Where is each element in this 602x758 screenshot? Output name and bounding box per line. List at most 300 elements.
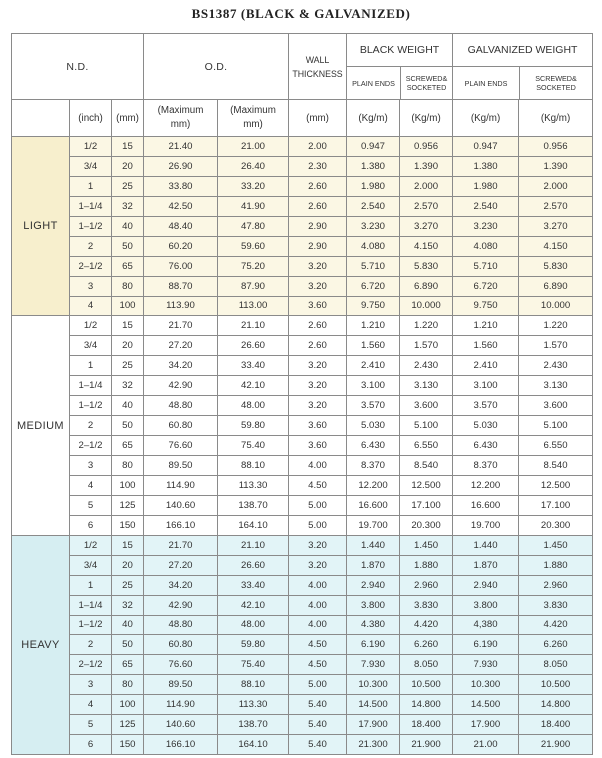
table-row [12,236,593,256]
table-row [12,635,593,655]
nd-mm-cell: 40 [112,615,144,635]
od-min-label-2: mm) [243,119,263,130]
wall-thickness-cell: 2.90 [289,236,347,256]
galv-screwed-socketed-cell: 10.000 [519,296,593,316]
nd-mm-cell: 15 [112,316,144,336]
mm-header: (mm) [112,100,144,137]
od-max-cell: 21.40 [144,137,218,157]
black-plain-ends-cell: 4.380 [347,615,400,635]
wall-thickness-cell: 3.60 [289,416,347,436]
nd-mm-cell: 150 [112,515,144,535]
galv-screwed-socketed-cell: 5.830 [519,256,593,276]
table-row [12,376,593,396]
black-plain-ends-cell: 1.210 [347,316,400,336]
wall-label: WALL [305,54,330,65]
galv-plain-ends-cell: 5.030 [453,416,519,436]
od-min-cell: 33.20 [218,176,289,196]
wall-thickness-cell: 2.60 [289,336,347,356]
galv-plain-ends-cell: 19.700 [453,515,519,535]
black-screwed-socketed-cell: 2.430 [400,356,453,376]
wall-thickness-cell: 3.20 [289,376,347,396]
galv-screwed-socketed-cell: 6.890 [519,276,593,296]
black-screwed-socketed-cell: 1.570 [400,336,453,356]
table-row [12,535,593,555]
od-min-cell: 41.90 [218,196,289,216]
table-row [12,515,593,535]
od-min-cell: 88.10 [218,456,289,476]
od-min-cell: 113.30 [218,695,289,715]
galv-screwed-socketed-cell: 0.956 [519,137,593,157]
table-row [12,675,593,695]
galv-plain-unit: (Kg/m) [453,100,519,137]
galv-plain-ends-cell: 8.370 [453,456,519,476]
galv-screwed-socketed-cell: 1.220 [519,316,593,336]
table-row [12,595,593,615]
nd-inch-cell: 1/2 [70,137,112,157]
black-weight-header: BLACK WEIGHT [347,34,452,67]
galv-screwed-socketed-cell: 2.570 [519,196,593,216]
od-min-cell: 87.90 [218,276,289,296]
nd-inch-cell: 2–1/2 [70,256,112,276]
od-min-cell: 113.00 [218,296,289,316]
black-screwed-socketed-cell: 3.830 [400,595,453,615]
galv-plain-ends-cell: 0.947 [453,137,519,157]
nd-inch-cell: 4 [70,296,112,316]
nd-inch-cell: 4 [70,695,112,715]
od-min-cell: 21.10 [218,316,289,336]
od-max-cell: 76.60 [144,436,218,456]
black-screwed-socketed-cell: 10.000 [400,296,453,316]
nd-mm-cell: 40 [112,216,144,236]
galv-screwed-socketed-cell: 4.150 [519,236,593,256]
wall-thickness-cell: 4.50 [289,635,347,655]
nd-mm-cell: 20 [112,156,144,176]
nd-inch-cell: 1 [70,575,112,595]
black-plain-ends-cell: 6.430 [347,436,400,456]
black-screwed-socketed-cell: 14.800 [400,695,453,715]
black-screwed-socketed-cell: 5.100 [400,416,453,436]
black-plain-ends-cell: 2.410 [347,356,400,376]
nd-mm-cell: 65 [112,256,144,276]
galv-plain-ends-cell: 2.410 [453,356,519,376]
od-max-cell: 34.20 [144,575,218,595]
nd-inch-cell: 3 [70,675,112,695]
od-max-cell: 48.40 [144,216,218,236]
od-min-cell: 138.70 [218,495,289,515]
table-row [12,276,593,296]
galv-screwed-socketed-cell: 20.300 [519,515,593,535]
black-plain-ends-cell: 19.700 [347,515,400,535]
galv-screwed-socketed-cell: 10.500 [519,675,593,695]
black-screwed-socketed-cell: 2.960 [400,575,453,595]
od-max-cell: 48.80 [144,396,218,416]
nd-mm-cell: 100 [112,475,144,495]
nd-mm-cell: 50 [112,236,144,256]
galv-screwed-socketed-cell: 3.130 [519,376,593,396]
od-min-cell: 75.40 [218,436,289,456]
od-min-cell: 59.80 [218,416,289,436]
wall-thickness-cell: 3.20 [289,256,347,276]
od-min-cell: 33.40 [218,356,289,376]
od-min-cell: 164.10 [218,735,289,755]
black-plain-ends-cell: 9.750 [347,296,400,316]
wall-thickness-cell: 4.00 [289,595,347,615]
table-row [12,655,593,675]
black-plain-ends-cell: 3.570 [347,396,400,416]
table-row [12,475,593,495]
nd-inch-cell: 1/2 [70,535,112,555]
galv-plain-ends-cell: 3.100 [453,376,519,396]
galv-screwed-socketed-header [520,67,592,99]
od-max-cell: 140.60 [144,715,218,735]
black-plain-ends-cell: 5.710 [347,256,400,276]
table-row [12,356,593,376]
wall-thickness-cell: 5.00 [289,675,347,695]
black-screwed-socketed-cell: 17.100 [400,495,453,515]
black-screwed-socketed-cell: 18.400 [400,715,453,735]
black-plain-ends-cell: 1.440 [347,535,400,555]
galv-screwed-socketed-cell: 17.100 [519,495,593,515]
table-row [12,176,593,196]
spec-table [11,33,593,755]
header-row-2 [12,100,593,137]
galv-screwed-socketed-cell: 1.570 [519,336,593,356]
black-plain-ends-cell: 21.300 [347,735,400,755]
table-row [12,396,593,416]
black-screwed-socketed-cell: 5.830 [400,256,453,276]
galv-plain-ends-cell: 1.440 [453,535,519,555]
nd-inch-cell: 1/2 [70,316,112,336]
wall-thickness-cell: 2.60 [289,176,347,196]
nd-inch-cell: 3 [70,456,112,476]
wall-thickness-cell: 4.00 [289,456,347,476]
nd-inch-cell: 1–1/2 [70,216,112,236]
galv-plain-ends-cell: 3.800 [453,595,519,615]
od-min-header [218,100,289,137]
black-plain-ends-cell: 14.500 [347,695,400,715]
black-plain-ends-cell: 1.560 [347,336,400,356]
od-min-cell: 48.00 [218,396,289,416]
black-screwed-socketed-cell: 4.150 [400,236,453,256]
od-max-cell: 60.80 [144,635,218,655]
od-min-cell: 138.70 [218,715,289,735]
table-row [12,715,593,735]
od-min-cell: 88.10 [218,675,289,695]
black-plain-ends-cell: 4.080 [347,236,400,256]
wall-thickness-cell: 2.60 [289,196,347,216]
nd-inch-cell: 1–1/2 [70,615,112,635]
od-header: O.D. [144,34,289,100]
nd-inch-cell: 2–1/2 [70,655,112,675]
od-min-cell: 26.40 [218,156,289,176]
nd-mm-cell: 15 [112,535,144,555]
galv-plain-ends-cell: 1.380 [453,156,519,176]
od-max-cell: 27.20 [144,336,218,356]
wall-thickness-cell: 4.50 [289,475,347,495]
od-max-cell: 89.50 [144,456,218,476]
wall-thickness-cell: 5.40 [289,715,347,735]
od-max-cell: 60.20 [144,236,218,256]
nd-mm-cell: 32 [112,376,144,396]
galv-plain-ends-cell: 4.080 [453,236,519,256]
wall-thickness-cell: 2.60 [289,316,347,336]
od-max-cell: 166.10 [144,735,218,755]
wall-thickness-cell: 5.00 [289,495,347,515]
nd-inch-cell: 2 [70,416,112,436]
group-label-medium: MEDIUM [12,316,70,535]
black-plain-ends-cell: 2.540 [347,196,400,216]
black-plain-ends-cell: 16.600 [347,495,400,515]
od-min-cell: 113.30 [218,475,289,495]
black-screwed-socketed-cell: 6.550 [400,436,453,456]
nd-mm-cell: 125 [112,495,144,515]
black-screwed-socketed-cell: 10.500 [400,675,453,695]
group-label-heavy: HEAVY [12,535,70,754]
od-min-cell: 42.10 [218,595,289,615]
nd-mm-cell: 20 [112,336,144,356]
table-row [12,196,593,216]
nd-inch-cell: 4 [70,475,112,495]
galv-plain-ends-cell: 21.00 [453,735,519,755]
galv-screwed-label: SCREWED& [535,74,577,83]
galv-screwed-socketed-cell: 3.830 [519,595,593,615]
od-max-cell: 60.80 [144,416,218,436]
od-max-cell: 33.80 [144,176,218,196]
black-screwed-socketed-cell: 8.540 [400,456,453,476]
od-min-cell: 42.10 [218,376,289,396]
od-max-cell: 42.50 [144,196,218,216]
od-min-cell: 164.10 [218,515,289,535]
wall-thickness-cell: 4.50 [289,655,347,675]
nd-inch-cell: 1 [70,176,112,196]
table-row [12,336,593,356]
black-screwed-unit: (Kg/m) [400,100,453,137]
wall-thickness-cell: 2.00 [289,137,347,157]
galv-screwed-socketed-cell: 2.000 [519,176,593,196]
nd-inch-cell: 6 [70,515,112,535]
galv-plain-ends-cell: 1.980 [453,176,519,196]
nd-mm-cell: 20 [112,555,144,575]
galvanized-weight-group [453,34,593,100]
od-max-cell: 21.70 [144,535,218,555]
galv-plain-ends-cell: 4,380 [453,615,519,635]
od-max-label-2: mm) [170,119,191,130]
nd-mm-cell: 50 [112,416,144,436]
galv-screwed-socketed-cell: 14.800 [519,695,593,715]
table-row [12,436,593,456]
od-min-cell: 33.40 [218,575,289,595]
wall-thickness-cell: 3.20 [289,276,347,296]
table-row [12,416,593,436]
black-plain-ends-cell: 12.200 [347,475,400,495]
galv-plain-ends-header: PLAIN ENDS [453,67,520,99]
table-row [12,555,593,575]
galv-plain-ends-cell: 6.720 [453,276,519,296]
black-screwed-socketed-cell: 6.890 [400,276,453,296]
nd-header: N.D. [12,34,144,100]
galv-screwed-socketed-cell: 1.450 [519,535,593,555]
black-screwed-socketed-cell: 1.390 [400,156,453,176]
od-min-label-1: (Maximum [230,105,276,116]
black-screwed-socketed-cell: 3.270 [400,216,453,236]
od-max-cell: 76.00 [144,256,218,276]
galv-screwed-unit: (Kg/m) [519,100,593,137]
nd-mm-cell: 15 [112,137,144,157]
black-screwed-socketed-cell: 1.220 [400,316,453,336]
galv-plain-ends-cell: 9.750 [453,296,519,316]
black-plain-ends-cell: 6.720 [347,276,400,296]
galv-plain-ends-cell: 3.570 [453,396,519,416]
galv-plain-ends-cell: 1.560 [453,336,519,356]
black-screwed-socketed-cell: 1.450 [400,535,453,555]
black-plain-ends-header: PLAIN ENDS [347,67,401,99]
galv-screwed-socketed-cell: 8.050 [519,655,593,675]
nd-mm-cell: 80 [112,456,144,476]
table-row [12,575,593,595]
nd-mm-cell: 80 [112,276,144,296]
od-min-cell: 21.10 [218,535,289,555]
od-min-cell: 75.40 [218,655,289,675]
wall-thickness-cell: 2.30 [289,156,347,176]
wall-thickness-header [289,34,347,100]
nd-mm-cell: 65 [112,655,144,675]
black-screwed-socketed-cell: 1.880 [400,555,453,575]
table-row [12,695,593,715]
galv-plain-ends-cell: 6.430 [453,436,519,456]
black-plain-ends-cell: 1.870 [347,555,400,575]
black-screwed-label: SCREWED& [405,74,448,83]
nd-inch-cell: 2–1/2 [70,436,112,456]
black-plain-ends-cell: 17.900 [347,715,400,735]
galv-screwed-socketed-cell: 8.540 [519,456,593,476]
od-max-cell: 114.90 [144,475,218,495]
wall-thickness-cell: 3.60 [289,436,347,456]
black-plain-ends-cell: 1.380 [347,156,400,176]
nd-mm-cell: 100 [112,695,144,715]
galv-screwed-socketed-cell: 18.400 [519,715,593,735]
nd-mm-cell: 25 [112,356,144,376]
od-min-cell: 21.00 [218,137,289,157]
od-max-cell: 42.90 [144,376,218,396]
nd-mm-cell: 150 [112,735,144,755]
table-row [12,615,593,635]
od-max-cell: 27.20 [144,555,218,575]
wall-thickness-cell: 3.20 [289,356,347,376]
black-screwed-socketed-cell: 4.420 [400,615,453,635]
table-row [12,256,593,276]
wall-thickness-cell: 5.00 [289,515,347,535]
galv-plain-ends-cell: 17.900 [453,715,519,735]
galv-screwed-socketed-cell: 12.500 [519,475,593,495]
nd-inch-cell: 6 [70,735,112,755]
nd-inch-cell: 3/4 [70,555,112,575]
wall-thickness-cell: 5.40 [289,735,347,755]
nd-inch-cell: 1–1/4 [70,376,112,396]
wall-thickness-cell: 3.20 [289,396,347,416]
od-max-header [144,100,218,137]
od-min-cell: 26.60 [218,555,289,575]
table-row [12,216,593,236]
galv-screwed-socketed-cell: 1.880 [519,555,593,575]
od-max-cell: 113.90 [144,296,218,316]
nd-mm-cell: 25 [112,575,144,595]
wall-thickness-cell: 5.40 [289,695,347,715]
galv-plain-ends-cell: 1.210 [453,316,519,336]
black-weight-group [347,34,453,100]
od-max-cell: 76.60 [144,655,218,675]
nd-mm-cell: 125 [112,715,144,735]
galvanized-weight-header: GALVANIZED WEIGHT [453,34,592,67]
galv-plain-ends-cell: 7.930 [453,655,519,675]
galv-plain-ends-cell: 16.600 [453,495,519,515]
nd-mm-cell: 32 [112,595,144,615]
galv-screwed-socketed-cell: 3.600 [519,396,593,416]
galv-plain-ends-cell: 12.200 [453,475,519,495]
black-plain-ends-cell: 10.300 [347,675,400,695]
od-min-cell: 26.60 [218,336,289,356]
black-plain-unit: (Kg/m) [347,100,400,137]
header-row-1 [12,34,593,100]
galv-screwed-socketed-cell: 6.260 [519,635,593,655]
nd-inch-cell: 3/4 [70,156,112,176]
inch-header: (inch) [70,100,112,137]
od-min-cell: 59.60 [218,236,289,256]
nd-mm-cell: 80 [112,675,144,695]
galv-plain-ends-cell: 5.710 [453,256,519,276]
od-min-cell: 75.20 [218,256,289,276]
table-row [12,296,593,316]
wall-thickness-cell: 3.20 [289,555,347,575]
galv-plain-ends-cell: 2.940 [453,575,519,595]
black-screwed-socketed-cell: 6.260 [400,635,453,655]
nd-mm-cell: 40 [112,396,144,416]
spec-table-body [12,137,593,755]
galv-plain-ends-cell: 1.870 [453,555,519,575]
page-title: BS1387 (BLACK & GALVANIZED) [191,6,411,21]
wall-thickness-cell: 3.60 [289,296,347,316]
galv-screwed-socketed-cell: 6.550 [519,436,593,456]
galv-plain-ends-cell: 3.230 [453,216,519,236]
nd-inch-cell: 1–1/4 [70,196,112,216]
od-max-cell: 34.20 [144,356,218,376]
galv-screwed-socketed-cell: 2.430 [519,356,593,376]
nd-inch-cell: 2 [70,236,112,256]
od-min-cell: 59.80 [218,635,289,655]
galv-plain-ends-cell: 14.500 [453,695,519,715]
nd-inch-cell: 1–1/4 [70,595,112,615]
black-screwed-socketed-cell: 12.500 [400,475,453,495]
black-plain-ends-cell: 3.230 [347,216,400,236]
galv-socketed-label: SOCKETED [536,83,576,92]
black-screwed-socketed-cell: 3.600 [400,396,453,416]
table-row [12,316,593,336]
wall-thickness-cell: 4.00 [289,575,347,595]
galv-screwed-socketed-cell: 1.390 [519,156,593,176]
wall-thickness-cell: 4.00 [289,615,347,635]
galv-screwed-socketed-cell: 2.960 [519,575,593,595]
black-screwed-socketed-cell: 2.000 [400,176,453,196]
blank-header-cell [12,100,70,137]
black-plain-ends-cell: 6.190 [347,635,400,655]
black-plain-ends-cell: 8.370 [347,456,400,476]
table-row [12,735,593,755]
nd-inch-cell: 5 [70,715,112,735]
od-min-cell: 47.80 [218,216,289,236]
table-row [12,456,593,476]
black-screwed-socketed-cell: 20.300 [400,515,453,535]
galv-screwed-socketed-cell: 5.100 [519,416,593,436]
od-max-cell: 42.90 [144,595,218,615]
